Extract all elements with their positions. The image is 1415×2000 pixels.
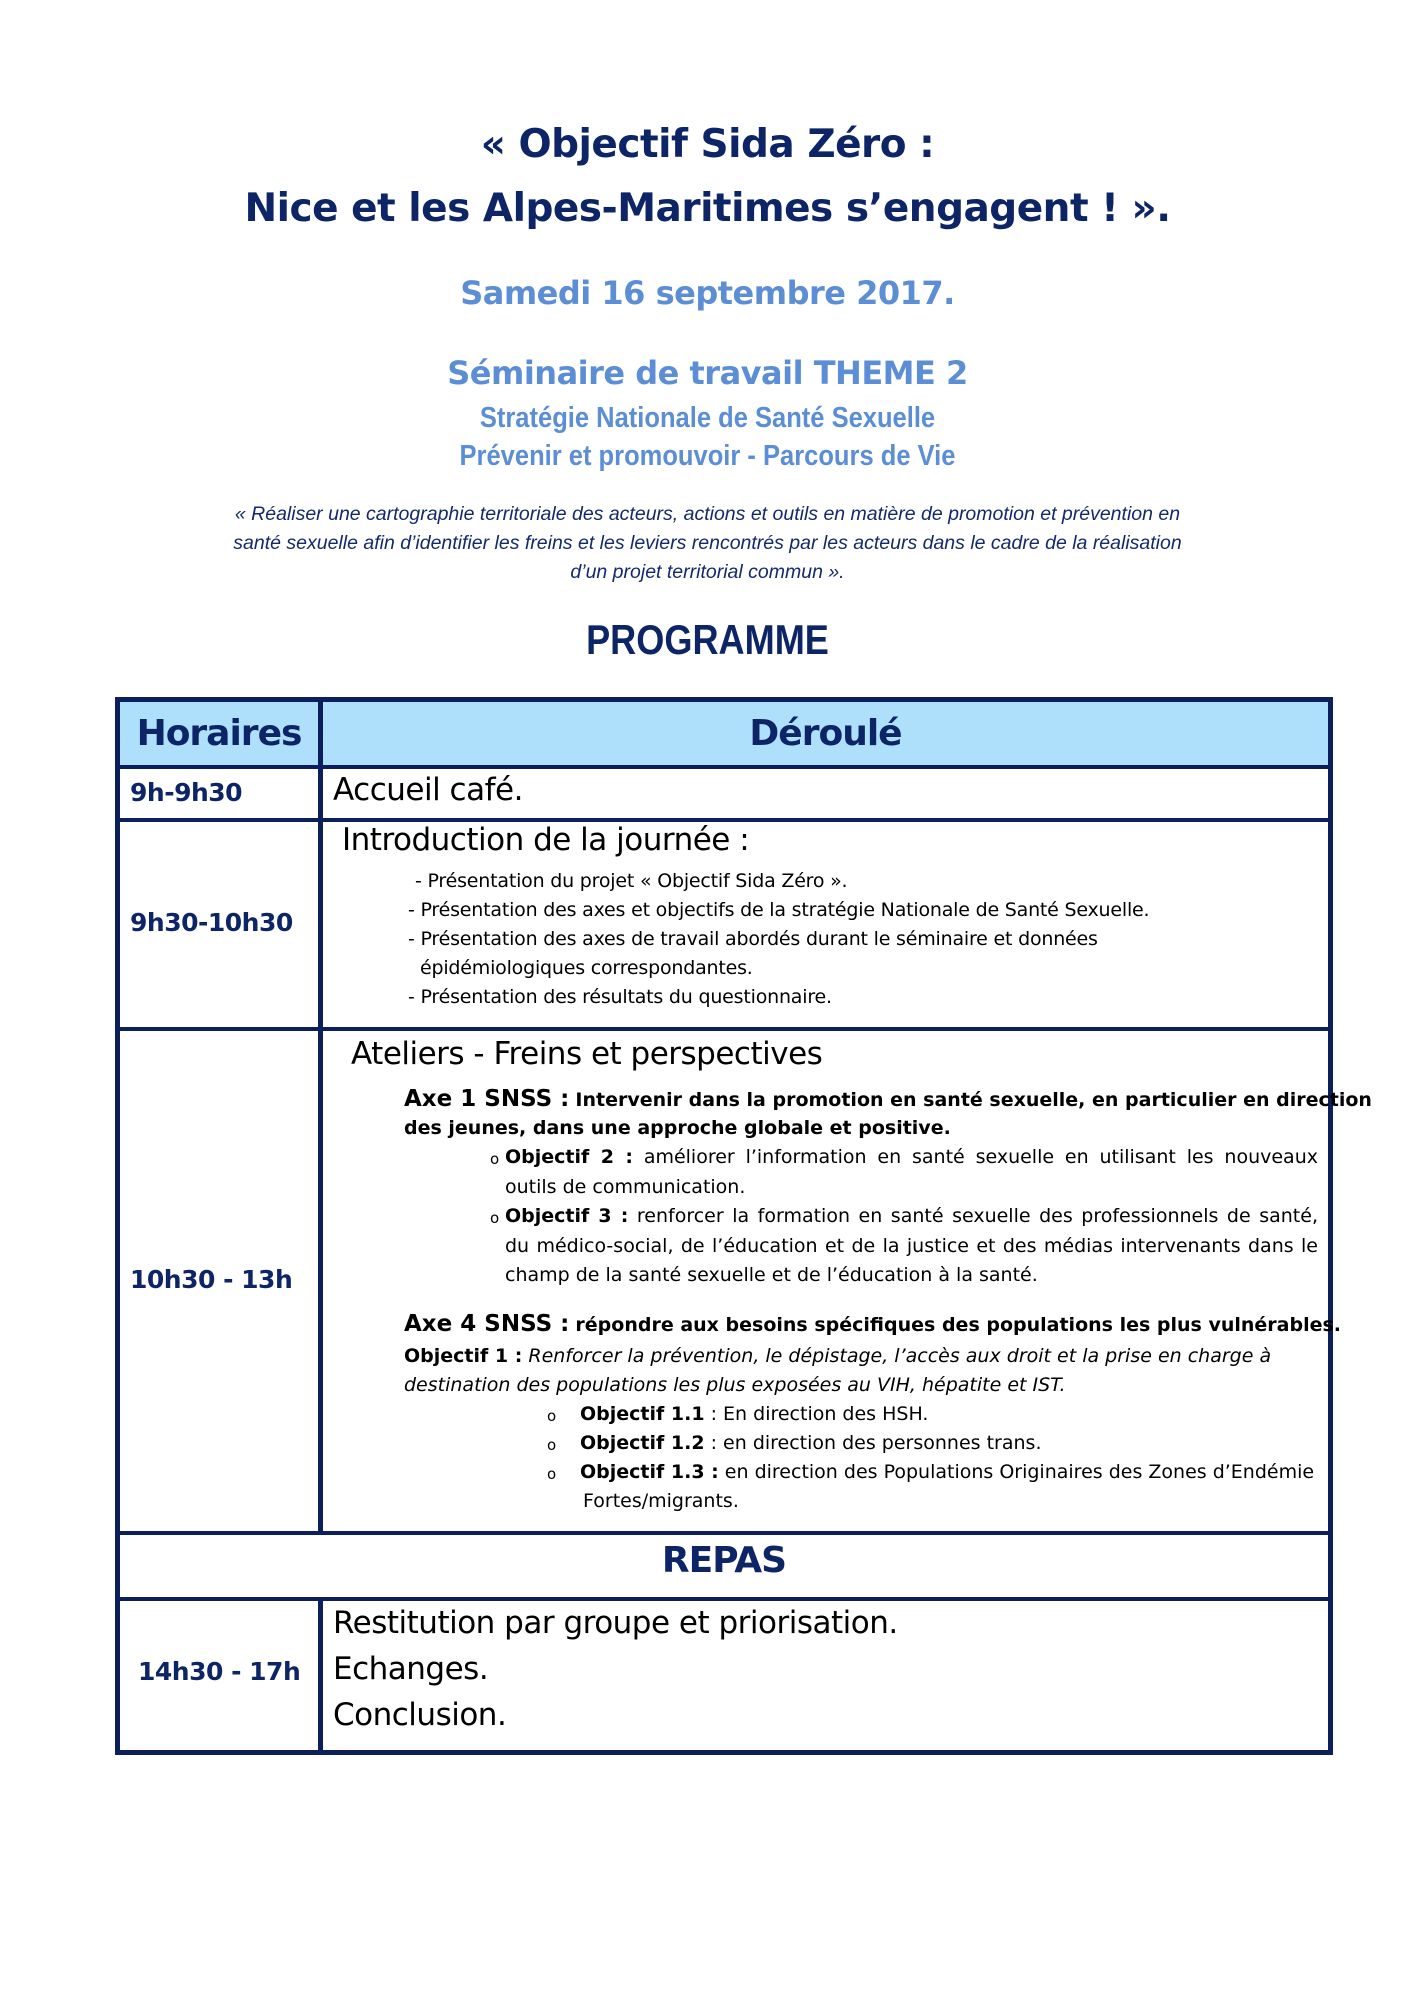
objective-text: améliorer l’information en santé sexuelle en utilisant les nouveaux outils de communication. xyxy=(505,1146,1318,1198)
column-divider xyxy=(318,702,323,1531)
bullet-circle-icon: o xyxy=(547,1407,557,1425)
axe4-text: répondre aux besoins spécifiques des populations les plus vulnérables. xyxy=(575,1314,1342,1336)
activity-cell: Accueil café. xyxy=(333,772,523,808)
afternoon-item: Restitution par groupe et priorisation. xyxy=(333,1605,898,1641)
intro-item: - Présentation des axes de travail abordés durant le séminaire et données xyxy=(408,928,1098,950)
intro-line-3: d’un projet territorial commun ». xyxy=(570,561,845,583)
row-divider xyxy=(120,1027,1328,1031)
objective-text: Renforcer la prévention, le dépistage, l’accès aux droit et la prise en charge à xyxy=(528,1345,1272,1367)
lunch-break-row: REPAS xyxy=(661,1540,787,1581)
intro-item: - Présentation des résultats du questionnaire. xyxy=(408,986,832,1008)
sub-objective xyxy=(580,1461,1314,1483)
objective-3 xyxy=(505,1202,1318,1291)
intro-quote xyxy=(0,500,1415,587)
subtitle-strategy: Stratégie Nationale de Santé Sexuelle xyxy=(479,402,936,434)
sub-objective-label: Objectif 1.2 xyxy=(580,1432,705,1454)
objective-text: renforcer la formation en santé sexuelle des professionnels de santé, du médico-social, de l’éducation et de la justice et des médias intervenants dans le champ de la santé sexuelle et de l’éducation à la santé. xyxy=(505,1205,1318,1286)
programme-table xyxy=(115,697,1372,1755)
axe4-line xyxy=(404,1311,1341,1337)
seminar-title: Séminaire de travail THEME 2 xyxy=(447,354,968,392)
header-horaires: Horaires xyxy=(136,713,302,754)
row-divider xyxy=(120,765,1328,769)
header-deroule: Déroulé xyxy=(749,713,902,754)
sub-objective-text: : En direction des HSH. xyxy=(704,1403,929,1425)
bullet-circle-icon: o xyxy=(547,1465,557,1483)
intro-item: - Présentation des axes et objectifs de la stratégie Nationale de Santé Sexuelle. xyxy=(408,899,1150,921)
event-date: Samedi 16 septembre 2017. xyxy=(460,274,955,312)
column-divider xyxy=(318,1599,323,1750)
bullet-circle-icon: o xyxy=(490,1209,500,1227)
time-cell: 9h-9h30 xyxy=(130,778,243,807)
row-divider xyxy=(120,1597,1328,1601)
time-cell: 9h30-10h30 xyxy=(130,908,293,937)
axe1-text-cont: des jeunes, dans une approche globale et positive. xyxy=(404,1117,951,1139)
intro-item-continued: épidémiologiques correspondantes. xyxy=(420,957,753,979)
intro-item: - Présentation du projet « Objectif Sida Zéro ». xyxy=(415,870,848,892)
axe4-objective-1-cont: destination des populations les plus exposées au VIH, hépatite et IST. xyxy=(404,1374,1066,1396)
title-line-2: Nice et les Alpes-Maritimes s’engagent ! ». xyxy=(244,186,1171,231)
intro-line-1: « Réaliser une cartographie territoriale des acteurs, actions et outils en matière de promotion et prévention en xyxy=(234,503,1181,525)
table-header-row xyxy=(120,702,1328,765)
objective-label: Objectif 3 : xyxy=(505,1205,629,1227)
programme-heading: PROGRAMME xyxy=(586,616,829,663)
afternoon-item: Conclusion. xyxy=(333,1697,507,1733)
axe4-label: Axe 4 SNSS : xyxy=(404,1311,570,1337)
objective-label: Objectif 1 : xyxy=(404,1345,523,1367)
bullet-circle-icon: o xyxy=(490,1150,500,1168)
row-divider xyxy=(120,1531,1328,1535)
axe1-text: Intervenir dans la promotion en santé sexuelle, en particulier en direction xyxy=(575,1089,1372,1111)
axe1-label: Axe 1 SNSS : xyxy=(404,1086,570,1112)
time-cell: 10h30 - 13h xyxy=(130,1265,293,1294)
subtitle-prevention: Prévenir et promouvoir - Parcours de Vie xyxy=(459,440,956,472)
workshops-heading: Ateliers - Freins et perspectives xyxy=(351,1036,823,1072)
axe4-objective-1 xyxy=(404,1345,1271,1367)
sub-objective-label: Objectif 1.3 : xyxy=(580,1461,719,1483)
afternoon-item: Echanges. xyxy=(333,1651,489,1687)
sub-objective-cont: Fortes/migrants. xyxy=(583,1490,739,1512)
objective-2 xyxy=(505,1143,1318,1202)
sub-objective-label: Objectif 1.1 xyxy=(580,1403,705,1425)
sub-objective-text: : en direction des personnes trans. xyxy=(704,1432,1042,1454)
intro-heading: Introduction de la journée : xyxy=(342,822,750,858)
sub-objective xyxy=(580,1432,1042,1454)
time-cell: 14h30 - 17h xyxy=(138,1657,301,1686)
objective-label: Objectif 2 : xyxy=(505,1146,633,1168)
sub-objective xyxy=(580,1403,928,1425)
intro-line-2: santé sexuelle afin d’identifier les freins et les leviers rencontrés par les acteurs dans le cadre de la réalisation xyxy=(233,532,1182,554)
title-line-1: « Objectif Sida Zéro : xyxy=(480,122,935,167)
bullet-circle-icon: o xyxy=(547,1436,557,1454)
axe1-line xyxy=(404,1086,1372,1112)
sub-objective-text: en direction des Populations Originaires des Zones d’Endémie xyxy=(718,1461,1315,1483)
